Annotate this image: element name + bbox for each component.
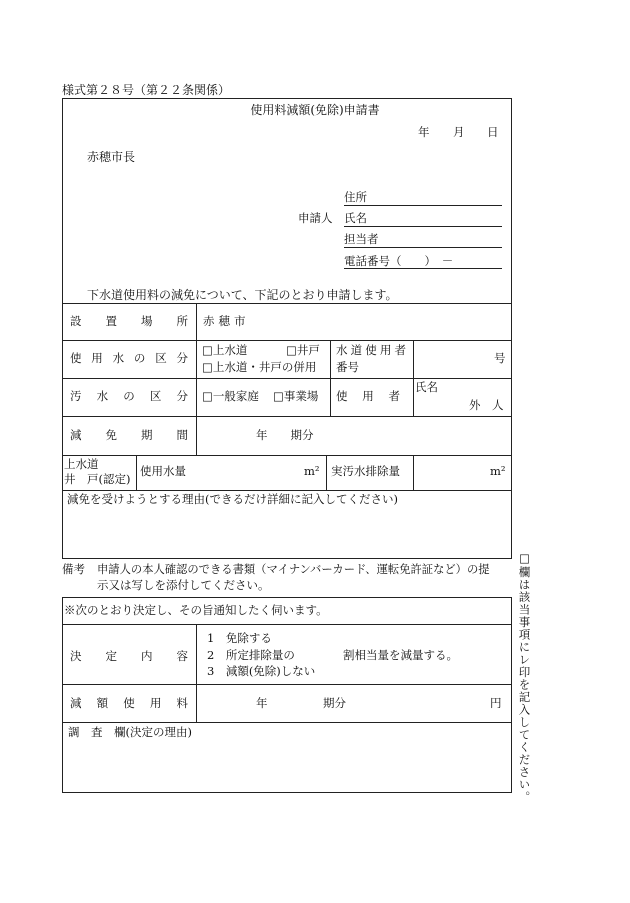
- column-divider: [326, 455, 327, 490]
- row-divider: [62, 624, 512, 625]
- decision-option-3: 3 減額(免除)しない: [207, 664, 316, 678]
- note-label: 備考: [62, 562, 85, 576]
- sewage-type-label: 汚 水 の 区 分: [70, 389, 188, 403]
- decision-option-2b: 割相当量を減量する。: [343, 648, 458, 662]
- decision-option-1: 1 免除する: [207, 631, 272, 645]
- column-divider: [196, 303, 197, 455]
- period-label: 減 免 期 間: [70, 428, 188, 442]
- date-day: 日: [487, 125, 499, 139]
- column-divider: [413, 340, 414, 416]
- sewage-option-household[interactable]: □一般家庭: [202, 389, 259, 403]
- discharge-unit: m²: [490, 464, 506, 478]
- actual-discharge-label: 実汚水排除量: [331, 464, 400, 478]
- user-name-label: 氏名: [415, 380, 438, 394]
- form-title: 使用料減額(免除)申請書: [250, 103, 380, 117]
- column-divider: [136, 455, 137, 490]
- address-field-line[interactable]: [344, 205, 502, 206]
- column-divider: [413, 455, 414, 490]
- phone-field-line[interactable]: [344, 268, 502, 269]
- water-option-tap[interactable]: □上水道: [202, 343, 248, 357]
- water-option-combined[interactable]: □上水道・井戸の併用: [202, 360, 317, 374]
- water-user-number-label: 水 道 使 用 者: [336, 343, 406, 357]
- number-suffix: 号: [494, 351, 506, 365]
- user-count-suffix: 外 人: [469, 398, 504, 412]
- person-in-charge-label: 担当者: [344, 232, 379, 246]
- fee-unit: 円: [490, 696, 502, 710]
- column-divider: [196, 624, 197, 722]
- row-divider: [62, 378, 512, 379]
- source-tap: 上水道: [64, 457, 99, 471]
- water-option-well[interactable]: □井戸: [286, 343, 320, 357]
- location-value: 赤穂市: [203, 314, 250, 328]
- row-divider: [62, 490, 512, 491]
- date-year: 年: [418, 125, 430, 139]
- row-divider: [62, 303, 512, 304]
- fee-year: 年: [256, 696, 268, 710]
- addressee: 赤穂市長: [87, 150, 136, 164]
- usage-amount-label: 使用水量: [140, 464, 186, 478]
- survey-label: 調 査 欄(決定の理由): [68, 725, 192, 739]
- address-label: 住所: [344, 190, 367, 204]
- decision-box: [62, 597, 512, 793]
- row-divider: [62, 684, 512, 685]
- application-statement: 下水道使用料の減免について、下記のとおり申請します。: [87, 288, 398, 302]
- note-line-1: 申請人の本人確認のできる書類（マイナンバーカード、運転免許証など）の提: [97, 563, 490, 576]
- decision-header: ※次のとおり決定し、その旨通知したく伺います。: [64, 603, 328, 617]
- reduced-fee-label: 減 額 使 用 料: [70, 696, 188, 710]
- sewage-option-business[interactable]: □事業場: [273, 389, 319, 403]
- name-label: 氏名: [344, 211, 367, 225]
- reason-label: 減免を受けようとする理由(できるだけ詳細に記入してください): [67, 492, 398, 506]
- decision-option-2a: 2 所定排除量の: [207, 648, 295, 662]
- reason-input-area[interactable]: [67, 510, 505, 554]
- fee-period: 期分: [323, 696, 346, 710]
- row-divider: [62, 340, 512, 341]
- user-label: 使 用 者: [336, 389, 400, 403]
- note-line-2: 示又は写しを添付してください。: [97, 578, 270, 592]
- applicant-label: 申請人: [298, 211, 333, 225]
- checkbox-instruction-note: □欄は該当事項にレ印を記入してください。: [517, 551, 532, 804]
- date-month: 月: [453, 125, 465, 139]
- water-user-number-label-2: 番号: [336, 360, 359, 374]
- decision-content-label: 決 定 内 容: [70, 649, 188, 663]
- water-type-label: 使 用 水 の 区 分: [70, 351, 188, 365]
- row-divider: [62, 722, 512, 723]
- column-divider: [330, 340, 331, 416]
- person-in-charge-field-line[interactable]: [344, 247, 502, 248]
- usage-unit: m²: [304, 464, 320, 478]
- name-field-line[interactable]: [344, 226, 502, 227]
- form-number: 様式第２８号（第２２条関係）: [62, 83, 231, 97]
- row-divider: [62, 416, 512, 417]
- row-divider: [62, 455, 512, 456]
- phone-label: 電話番号（ ） －: [344, 254, 454, 268]
- period-value: 年 期分: [256, 428, 314, 442]
- location-label: 設 置 場 所: [70, 314, 188, 328]
- source-well: 井 戸(認定): [64, 472, 131, 486]
